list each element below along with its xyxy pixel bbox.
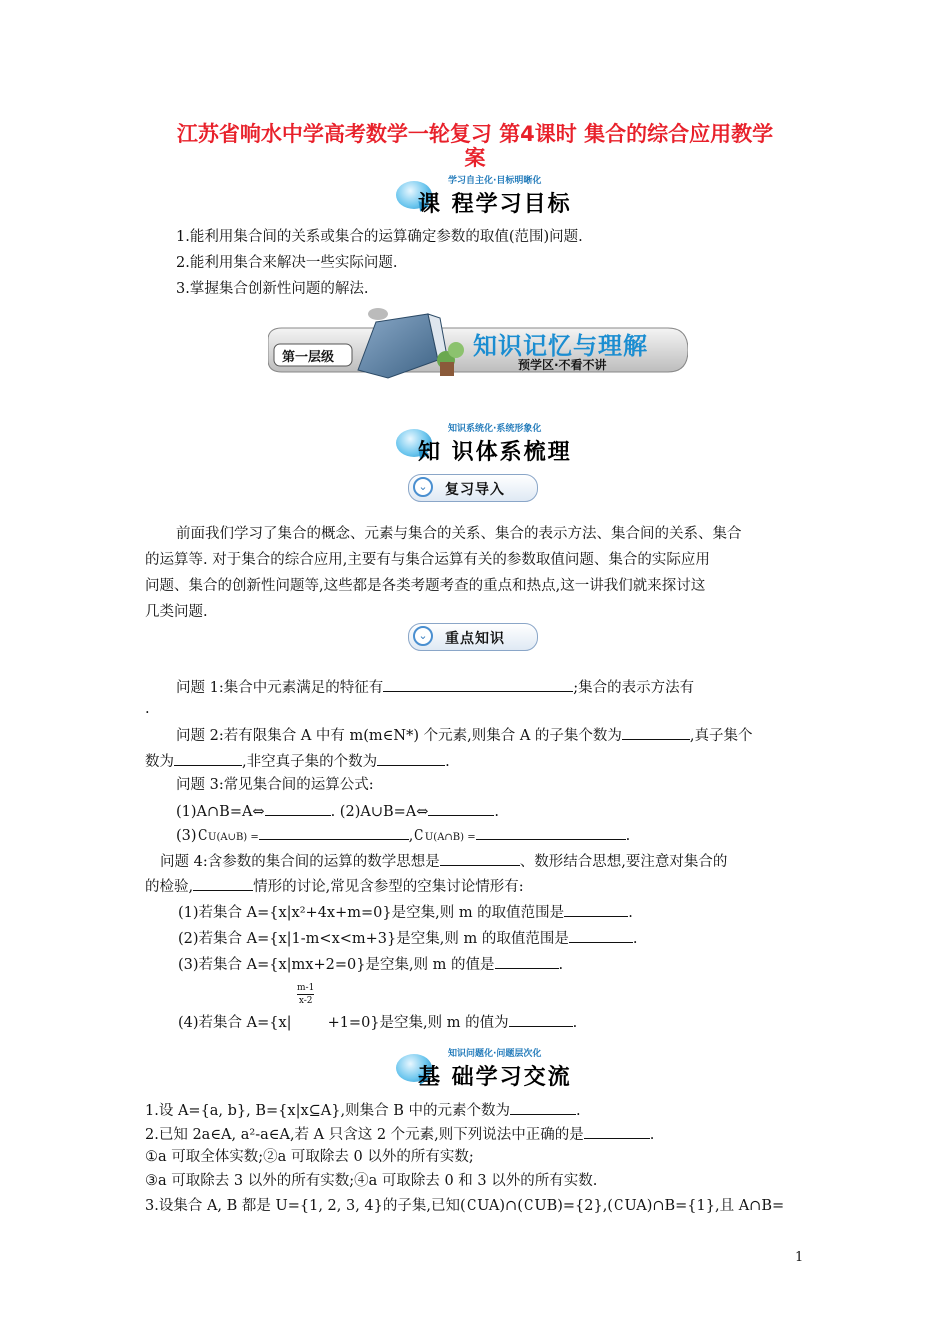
complement-symbol: C (414, 826, 424, 844)
answer-blank[interactable] (495, 954, 559, 969)
goal-item-1: 1.能利用集合间的关系或集合的运算确定参数的取值(范围)问题. (176, 229, 583, 245)
answer-blank[interactable] (584, 1124, 650, 1139)
answer-blank[interactable] (193, 876, 253, 891)
page-number: 1 (795, 1250, 804, 1265)
level-banner (268, 300, 688, 388)
question-2-cont: 数为 ,非空真子集的个数为 . (145, 751, 450, 771)
document-title (120, 122, 830, 170)
intro-line-3: 问题、集合的创新性问题等,这些都是各类考题考查的重点和热点,这一讲我们就来探讨这 (145, 578, 706, 594)
basic-problem-2: 2.已知 2a∈A, a²-a∈A,若 A 只含这 2 个元素,则下列说法中正确的是 . (145, 1124, 654, 1144)
complement-symbol: C (524, 1196, 534, 1214)
intro-line-4: 几类问题. (145, 604, 208, 620)
pill-review (408, 474, 538, 502)
answer-blank[interactable] (440, 851, 520, 866)
answer-blank[interactable] (174, 751, 242, 766)
question-4-item-4: (4)若集合 A={x| +1=0}是空集,则 m 的值为 . (178, 1012, 577, 1032)
butterfly-icon (368, 308, 388, 320)
basic-option-3-4: ③a 可取除去 3 以外的所有实数;④a 可取除去 0 和 3 以外的所有实数. (145, 1173, 598, 1189)
question-3-row-2: (3)CU(A∪B) = ,CU(A∩B) = . (176, 826, 631, 844)
pill-label: 复习导入 (445, 482, 505, 498)
heading-subtitle: 知识系统化·系统形象化 (448, 424, 542, 434)
intro-line-2: 的运算等. 对于集合的综合应用,主要有与集合运算有关的参数取值问题、集合的实际应用 (145, 552, 710, 568)
answer-blank[interactable] (265, 801, 331, 816)
basic-problem-3: 3.设集合 A, B 都是 U={1, 2, 3, 4}的子集,已知(CUA)∩(CUB)={2},(CUA)∩B={1},且 A∩B= (145, 1196, 785, 1214)
pill-key-knowledge (408, 623, 538, 651)
question-3-head: 问题 3:常见集合间的运算公式: (176, 777, 374, 793)
complement-symbol: C (466, 1196, 476, 1214)
answer-blank[interactable] (259, 825, 409, 840)
question-4-item-2: (2)若集合 A={x|1-m<x<m+3}是空集,则 m 的取值范围是 . (178, 928, 637, 948)
goal-item-3: 3.掌握集合创新性问题的解法. (176, 281, 369, 297)
goal-item-2: 2.能利用集合来解决一些实际问题. (176, 255, 398, 271)
chevron-down-icon: ⌄ (413, 477, 433, 497)
question-4-item-1: (1)若集合 A={x|x²+4x+m=0}是空集,则 m 的取值范围是 . (178, 902, 633, 922)
answer-blank[interactable] (428, 801, 494, 816)
heading-subtitle: 学习自主化·目标明晰化 (448, 176, 542, 186)
question-4: 问题 4:含参数的集合间的运算的数学思想是 、数形结合思想,要注意对集合的 (160, 851, 727, 871)
intro-line-1: 前面我们学习了集合的概念、元素与集合的关系、集合的表示方法、集合间的关系、集合 (176, 526, 742, 542)
title-line-2: 案 (464, 146, 486, 170)
answer-blank[interactable] (622, 725, 690, 740)
pill-label: 重点知识 (445, 631, 505, 647)
answer-blank[interactable] (569, 928, 633, 943)
answer-blank[interactable] (377, 751, 445, 766)
question-1-end: . (145, 701, 150, 717)
fraction: m-1 x-2 (297, 983, 315, 1006)
question-3-row-1: (1)A∩B=A⇔ . (2)A∪B=A⇔ . (176, 801, 499, 821)
answer-blank[interactable] (510, 1100, 576, 1115)
question-2: 问题 2:若有限集合 A 中有 m(m∈N*) 个元素,则集合 A 的子集个数为 ,真子集个 (176, 725, 753, 745)
banner-title: 知识记忆与理解 (473, 332, 648, 360)
question-4-item-3: (3)若集合 A={x|mx+2=0}是空集,则 m 的值是 . (178, 954, 563, 974)
section-heading-goals (396, 173, 576, 215)
answer-blank[interactable] (383, 677, 573, 692)
basic-option-1-2: ①a 可取全体实数;②a 可取除去 0 以外的所有实数; (145, 1149, 474, 1165)
complement-symbol: C (614, 1196, 624, 1214)
question-4-cont: 的检验, 情形的讨论,常见含参型的空集讨论情形有: (145, 876, 524, 896)
basic-problem-1: 1.设 A={a, b}, B={x|x⊆A},则集合 B 中的元素个数为 . (145, 1100, 581, 1120)
answer-blank[interactable] (564, 902, 628, 917)
section-heading-knowledge (396, 421, 596, 463)
title-line-1: 江苏省响水中学高考数学一轮复习 第4课时 集合的综合应用教学 (176, 122, 774, 146)
heading-label: 课 程学习目标 (418, 192, 572, 217)
question-1: 问题 1:集合中元素满足的特征有 ;集合的表示方法有 (176, 677, 694, 697)
answer-blank[interactable] (509, 1012, 573, 1027)
section-heading-basic (396, 1046, 596, 1088)
banner-subtitle: 预学区·不看不讲 (518, 358, 607, 372)
heading-subtitle: 知识问题化·问题层次化 (448, 1049, 542, 1059)
banner-level-label: 第一层级 (282, 350, 335, 365)
answer-blank[interactable] (476, 825, 626, 840)
heading-label: 知 识体系梳理 (418, 440, 572, 465)
complement-symbol: C (197, 826, 207, 844)
heading-label: 基 础学习交流 (418, 1065, 572, 1090)
chevron-down-icon: ⌄ (413, 626, 433, 646)
